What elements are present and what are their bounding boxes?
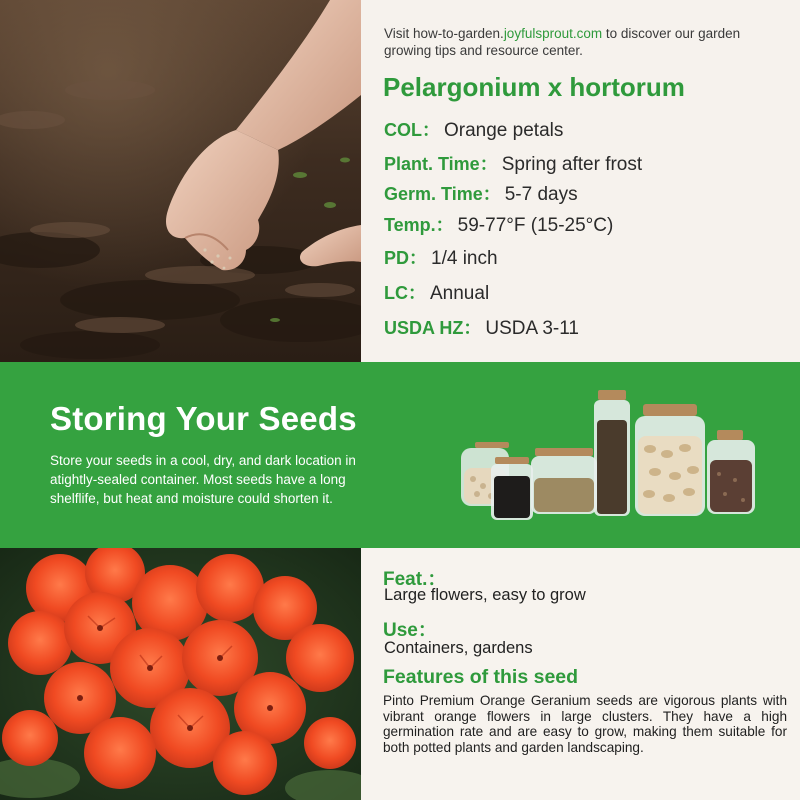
spec-usda-zone — [384, 314, 579, 340]
spec-label: Germ. Time： — [384, 184, 501, 204]
species-name: Pelargonium x hortorum — [383, 72, 685, 102]
storing-text: Store your seeds in a cool, dry, and dark location in atightly-sealed container. Most seeds have a long shelflife, but heat and moisture could shorten it. — [50, 453, 356, 506]
spec-value: Spring after frost — [501, 154, 643, 175]
jar-mixed-seeds — [707, 430, 755, 514]
spec-label: USDA HZ： — [384, 318, 482, 338]
spec-label: LC： — [384, 283, 426, 303]
jar-tall-dark-seeds — [594, 390, 630, 516]
spec-label: PD： — [384, 248, 428, 268]
spec-label: Plant. Time： — [384, 154, 498, 174]
features-text: Pinto Premium Orange Geranium seeds are vigorous plants with vibrant orange flowers in large clusters. They have a high germination rate and are easy to grow, making them suitable for both potted plants and garden landscaping. — [383, 693, 787, 755]
website-link[interactable]: joyfulsprout.com — [503, 26, 603, 41]
spec-value: Orange petals — [444, 120, 564, 141]
jar-grass-seeds — [531, 448, 597, 514]
top-section — [0, 0, 800, 362]
spec-temperature — [384, 211, 613, 237]
spec-germ-time — [384, 180, 578, 206]
spec-color — [384, 116, 563, 142]
spec-label: COL： — [384, 120, 440, 140]
seed-jars-illustration — [455, 384, 765, 534]
spec-label: Temp.： — [384, 215, 454, 235]
jar-pumpkin-seeds — [635, 404, 705, 516]
jar-black-seeds — [491, 457, 533, 520]
storing-seeds-band — [0, 362, 800, 548]
spec-life-cycle — [384, 279, 489, 305]
visit-suffix: to discover our garden growing tips and resource center. — [384, 26, 741, 58]
spec-value: Annual — [430, 283, 490, 304]
features-title: Features of this seed — [383, 666, 579, 688]
spec-plant-time — [384, 150, 642, 176]
spec-value: 1/4 inch — [431, 248, 498, 269]
visit-prefix: Visit how-to-garden. — [384, 26, 504, 41]
visit-note — [384, 25, 784, 59]
feat-value: Large flowers, easy to grow — [384, 586, 586, 604]
spec-value: 59-77°F (15-25°C) — [457, 215, 614, 236]
use-value: Containers, gardens — [384, 639, 533, 657]
spec-value: USDA 3-11 — [485, 318, 579, 339]
spec-value: 5-7 days — [504, 184, 578, 205]
use-label: Use： — [383, 620, 437, 641]
orange-geranium-photo — [0, 548, 361, 800]
feat-label: Feat.： — [383, 569, 447, 590]
bottom-section — [0, 548, 800, 800]
soil-hand-sowing-photo — [0, 0, 361, 362]
spec-planting-depth — [384, 244, 498, 270]
storing-title: Storing Your Seeds — [50, 400, 357, 437]
